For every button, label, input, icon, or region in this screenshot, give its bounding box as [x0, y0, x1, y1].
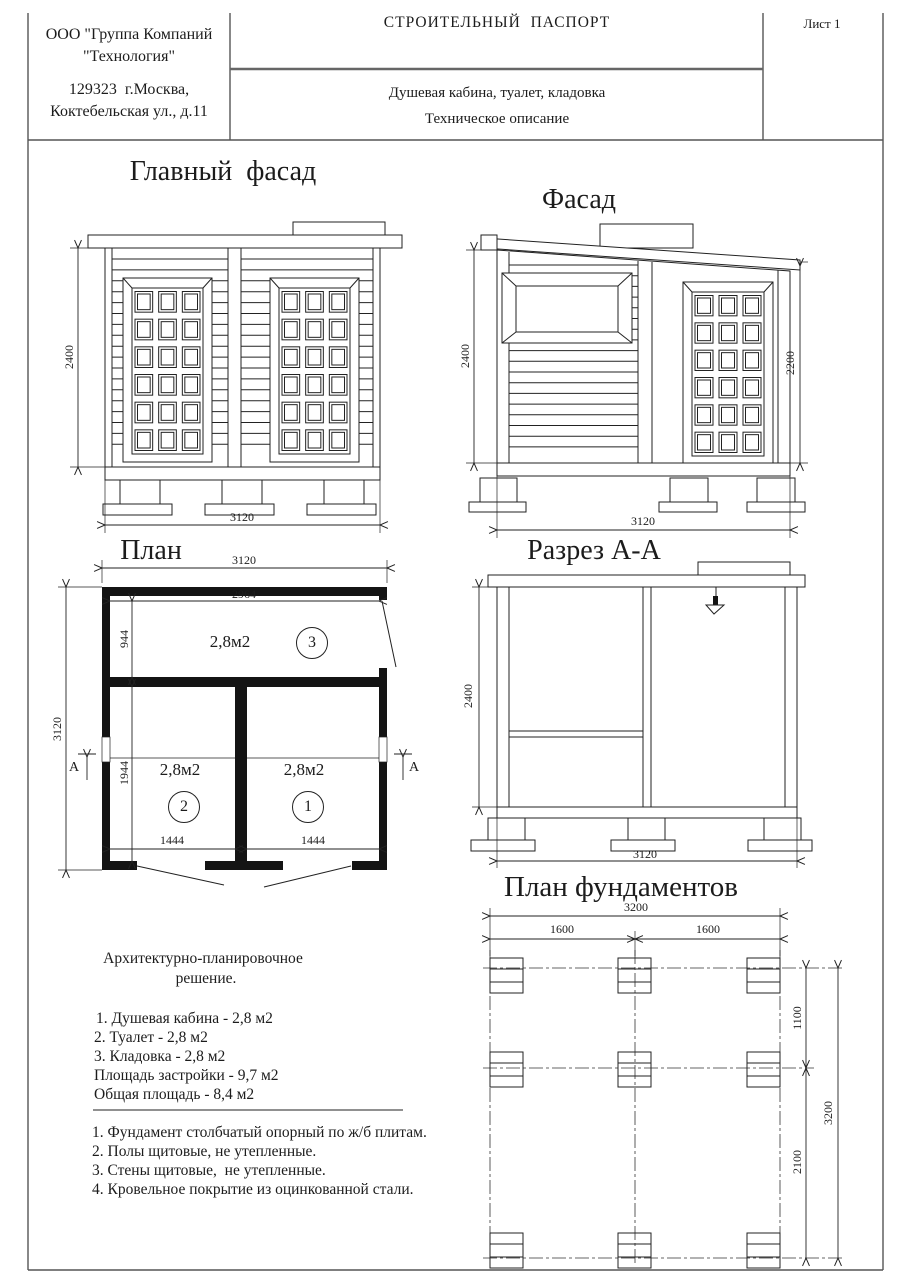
plan-room3-depth-dim: 944 [117, 630, 132, 648]
foundation-span-left-dim: 1600 [550, 922, 574, 936]
room3-area-label: 2,8м2 [209, 632, 251, 651]
section-title: Разрез А-А [527, 535, 661, 566]
plan-inner-width-dim: 2964 [232, 587, 256, 601]
foundation-span-right-dim: 1600 [696, 922, 720, 936]
side-facade-width-dim: 3120 [631, 514, 655, 528]
notes-area-item: Площадь застройки - 9,7 м2 [94, 1067, 279, 1084]
section-width-dim: 3120 [633, 847, 657, 861]
foundation-plan-drawing [483, 908, 845, 1268]
notes-construction-item: 1. Фундамент столбчатый опорный по ж/б плитам. [92, 1124, 427, 1141]
room1-number: 1 [304, 798, 312, 815]
plan-rooms-depth-dim: 1944 [117, 761, 132, 785]
sheet-number: Лист 1 [803, 16, 841, 31]
main-facade-height-dim: 2400 [62, 345, 77, 369]
room1-area-label: 2,8м2 [283, 760, 325, 779]
notes-construction-item: 3. Стены щитовые, не утепленные. [92, 1162, 326, 1179]
plan-room2-width-dim: 1444 [160, 833, 184, 847]
side-facade-title: Фасад [542, 184, 616, 215]
document-title: СТРОИТЕЛЬНЫЙ ПАСПОРТ [383, 14, 611, 31]
notes-heading-line1: Архитектурно-планировочное [103, 950, 303, 967]
room2-number: 2 [180, 798, 188, 815]
room3-number: 3 [308, 634, 316, 651]
notes-heading-line2: решение. [175, 970, 237, 987]
main-facade-drawing [70, 222, 402, 533]
document-type: Техническое описание [424, 111, 570, 127]
plan-width-dim: 3120 [232, 553, 256, 567]
notes-area-item: Общая площадь - 8,4 м2 [94, 1086, 255, 1103]
plan-height-dim: 3120 [50, 717, 65, 741]
side-facade-height-right-dim: 2200 [783, 351, 798, 375]
main-facade-title: Главный фасад [129, 156, 317, 187]
notes-room-item: 3. Кладовка - 2,8 м2 [94, 1048, 226, 1065]
foundation-top-total-dim: 3200 [624, 900, 648, 914]
section-mark-right: А [408, 760, 420, 775]
plan-room1-width-dim: 1444 [301, 833, 325, 847]
foundation-row1-dim: 1100 [790, 1006, 805, 1030]
company-address-line2: Коктебельская ул., д.11 [50, 103, 208, 120]
company-name-line1: ООО "Группа Компаний [45, 26, 213, 43]
foundation-plan-title: План фундаментов [504, 871, 738, 903]
foundation-row2-dim: 2100 [790, 1150, 805, 1174]
document-subject: Душевая кабина, туалет, кладовка [388, 85, 606, 101]
foundation-right-total-dim: 3200 [821, 1101, 836, 1125]
plan-title: План [120, 535, 182, 566]
side-facade-height-left-dim: 2400 [458, 344, 473, 368]
section-mark-left: А [68, 760, 80, 775]
section-height-dim: 2400 [461, 684, 476, 708]
notes-room-item: 1. Душевая кабина - 2,8 м2 [96, 1010, 273, 1027]
side-facade-drawing [466, 224, 808, 538]
company-name-line2: "Технология" [83, 48, 175, 65]
section-drawing [471, 562, 812, 868]
company-address-line1: 129323 г.Москва, [68, 81, 190, 98]
notes-construction-item: 4. Кровельное покрытие из оцинкованной стали. [92, 1181, 414, 1198]
notes-room-item: 2. Туалет - 2,8 м2 [94, 1029, 208, 1046]
room2-area-label: 2,8м2 [159, 760, 201, 779]
plan-drawing [58, 560, 412, 887]
notes-construction-item: 2. Полы щитовые, не утепленные. [92, 1143, 317, 1160]
main-facade-width-dim: 3120 [230, 510, 254, 524]
